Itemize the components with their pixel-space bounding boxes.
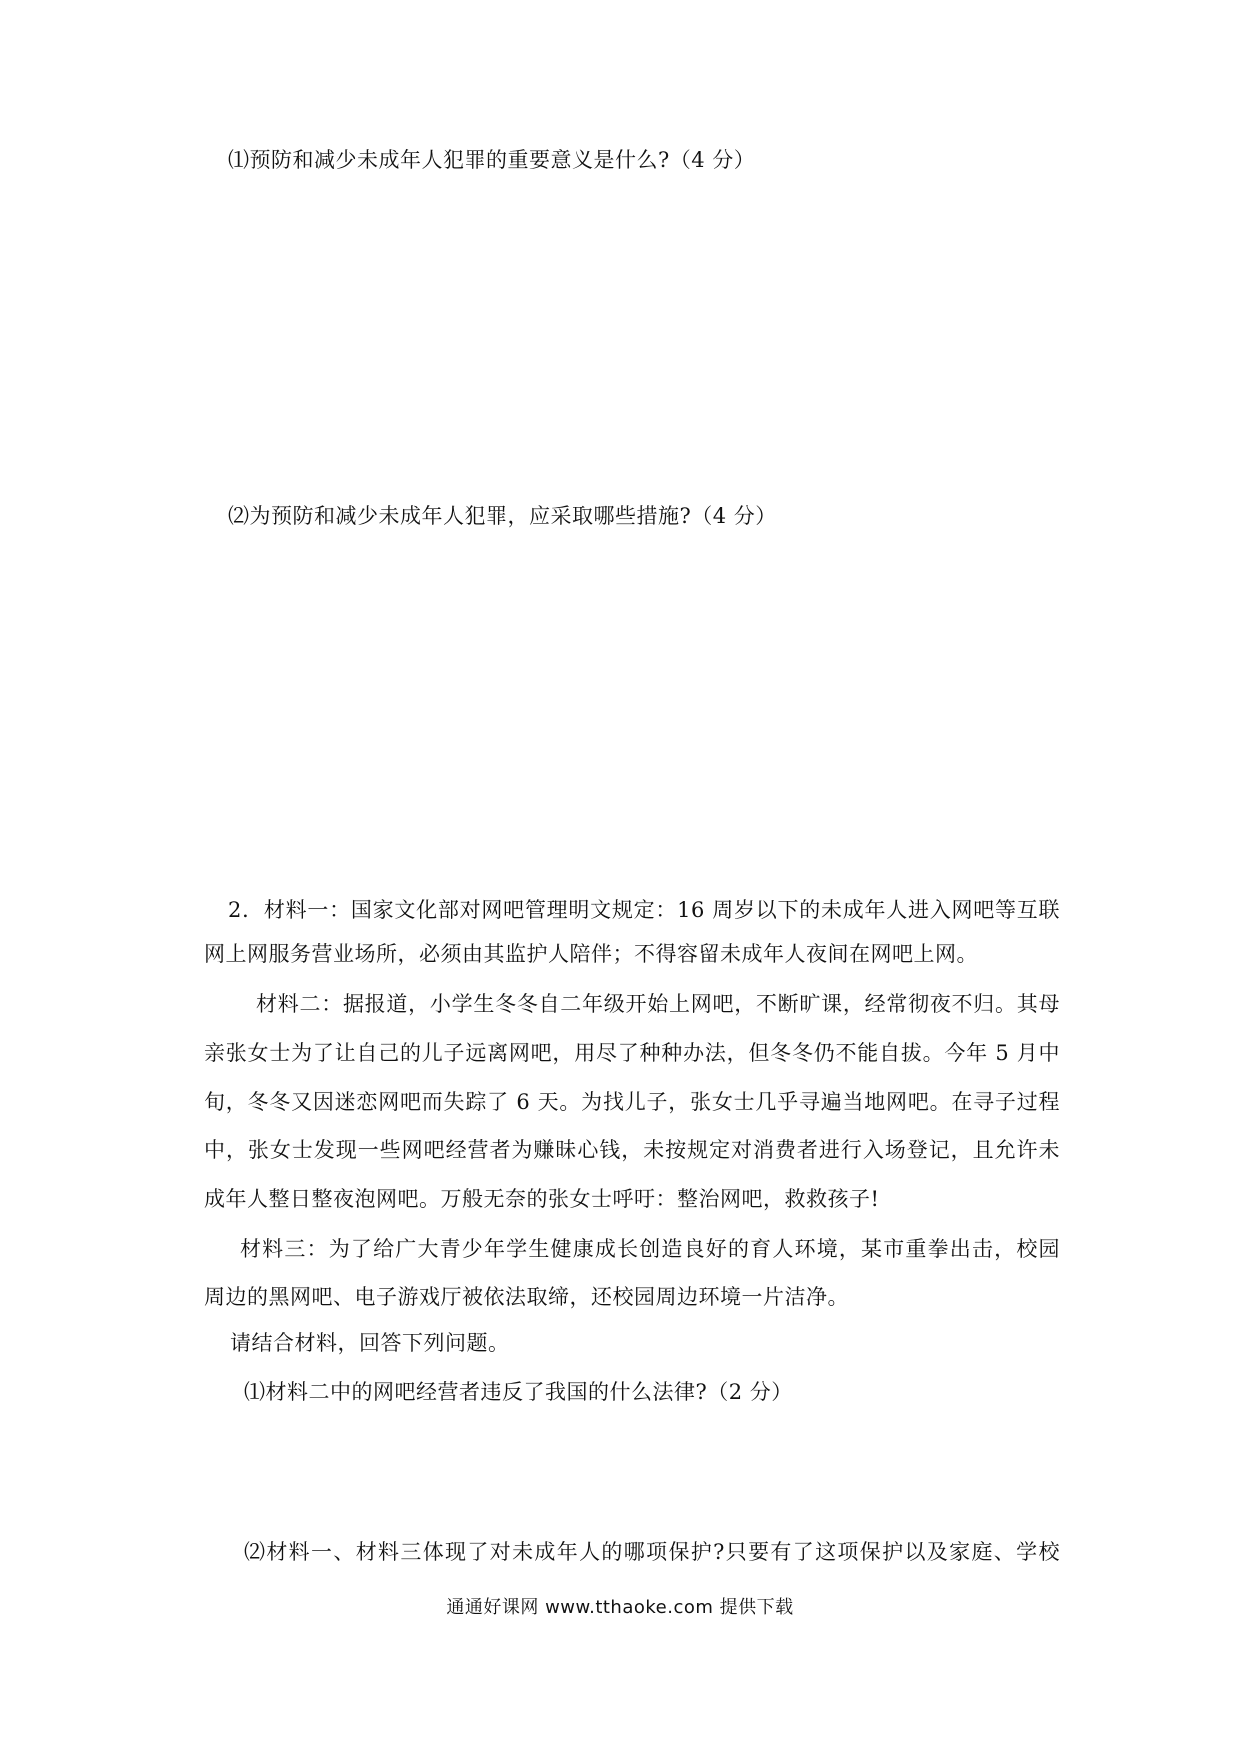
- page-footer: 通通好课网 www.tthaoke.com 提供下载: [446, 1597, 794, 1618]
- material2-line5: 成年人整日整夜泡网吧。万般无奈的张女士呼吁：整治网吧，救救孩子!: [204, 1187, 880, 1211]
- material2-line3: 旬，冬冬又因迷恋网吧而失踪了 6 天。为找儿子，张女士几乎寻遍当地网吧。在寻子过程: [204, 1090, 1060, 1114]
- q1-sub2: ⑵为预防和减少未成年人犯罪，应采取哪些措施?（4 分）: [228, 504, 777, 528]
- material2-line4: 中，张女士发现一些网吧经营者为赚昧心钱，未按规定对消费者进行入场登记，且允许未: [204, 1138, 1060, 1162]
- material2-line2: 亲张女士为了让自己的儿子远离网吧，用尽了种种办法，但冬冬仍不能自拔。今年 5 月中: [204, 1041, 1060, 1065]
- q1-sub1: ⑴预防和减少未成年人犯罪的重要意义是什么?（4 分）: [228, 148, 756, 172]
- question-prompt: 请结合材料，回答下列问题。: [230, 1331, 510, 1355]
- section2-intro-line2: 网上网服务营业场所，必须由其监护人陪伴；不得容留未成年人夜间在网吧上网。: [204, 942, 978, 966]
- material3-line2: 周边的黑网吧、电子游戏厅被依法取缔，还校园周边环境一片洁净。: [204, 1285, 849, 1309]
- q2-sub1: ⑴材料二中的网吧经营者违反了我国的什么法律?（2 分）: [244, 1380, 793, 1404]
- section2-intro-line1: 2．材料一：国家文化部对网吧管理明文规定：16 周岁以下的未成年人进入网吧等互联: [228, 898, 1060, 922]
- material2-line1: 材料二：据报道，小学生冬冬自二年级开始上网吧，不断旷课，经常彻夜不归。其母: [256, 992, 1060, 1016]
- q2-sub2: ⑵材料一、材料三体现了对未成年人的哪项保护?只要有了这项保护以及家庭、学校: [244, 1540, 1060, 1564]
- material3-line1: 材料三：为了给广大青少年学生健康成长创造良好的育人环境，某市重拳出击，校园: [240, 1237, 1060, 1261]
